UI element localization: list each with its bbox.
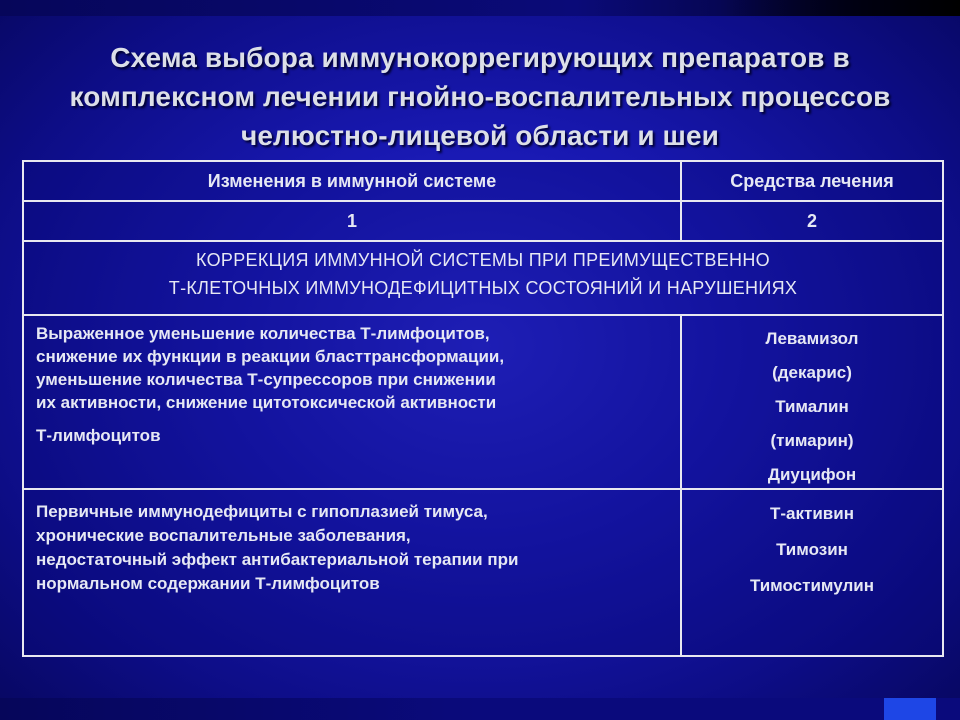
row-2-line-2: хронические воспалительные заболевания,	[36, 526, 411, 545]
title-line-3: челюстно-лицевой области и шеи	[241, 120, 719, 151]
drug-t-activin: Т-активин	[770, 504, 854, 523]
row-1-line-4: их активности, снижение цитотоксической активности	[36, 393, 497, 412]
column-number-1: 1	[346, 211, 357, 231]
section-line-2: Т-КЛЕТОЧНЫХ ИММУНОДЕФИЦИТНЫХ СОСТОЯНИЙ И НАРУШЕНИЯХ	[168, 278, 798, 298]
top-decor-shadow	[720, 0, 960, 16]
row-2-line-4: нормальном содержании Т-лимфоцитов	[36, 574, 380, 593]
title-line-1: Схема выбора иммунокоррегирующих препаратов в	[110, 42, 850, 73]
section-heading	[24, 246, 942, 302]
drug-thymosin: Тимозин	[776, 540, 848, 559]
header-changes: Изменения в иммунной системе	[207, 171, 497, 191]
row-2-drugs	[682, 496, 942, 604]
drug-thymarin: (тимарин)	[770, 431, 854, 450]
drug-levamisole: Левамизол	[765, 329, 859, 348]
section-line-1: КОРРЕКЦИЯ ИММУННОЙ СИСТЕМЫ ПРИ ПРЕИМУЩЕСТВЕННО	[196, 250, 770, 270]
header-treatment: Средства лечения	[730, 171, 894, 191]
drug-thymalin: Тималин	[775, 397, 849, 416]
row-1-description	[36, 322, 666, 447]
row-1-drugs	[682, 322, 942, 492]
row-1-line-3: уменьшение количества Т-супрессоров при снижении	[36, 370, 496, 389]
drug-thymostimulin: Тимостимулин	[749, 576, 875, 595]
corner-decor-square	[884, 698, 936, 720]
row-1-line-5: Т-лимфоцитов	[36, 426, 161, 445]
bottom-decor-strip	[0, 698, 960, 720]
table-divider-section	[24, 314, 942, 316]
column-number-2: 2	[806, 211, 817, 231]
row-1-line-1: Выраженное уменьшение количества Т-лимфоцитов,	[36, 324, 490, 343]
top-decor-strip	[0, 0, 960, 16]
row-2-description	[36, 500, 666, 596]
slide-title	[0, 38, 960, 155]
title-line-2: комплексном лечении гнойно-воспалительных процессов	[69, 81, 891, 112]
drug-decaris: (декарис)	[772, 363, 852, 382]
drug-diucifon: Диуцифон	[767, 465, 857, 484]
row-1-line-2: снижение их функции в реакции бласттрансформации,	[36, 347, 505, 366]
table-divider-numbers	[24, 240, 942, 242]
row-2-line-1: Первичные иммунодефициты с гипоплазией тимуса,	[36, 502, 488, 521]
row-2-line-3: недостаточный эффект антибактериальной терапии при	[36, 550, 519, 569]
treatment-table	[22, 160, 944, 657]
